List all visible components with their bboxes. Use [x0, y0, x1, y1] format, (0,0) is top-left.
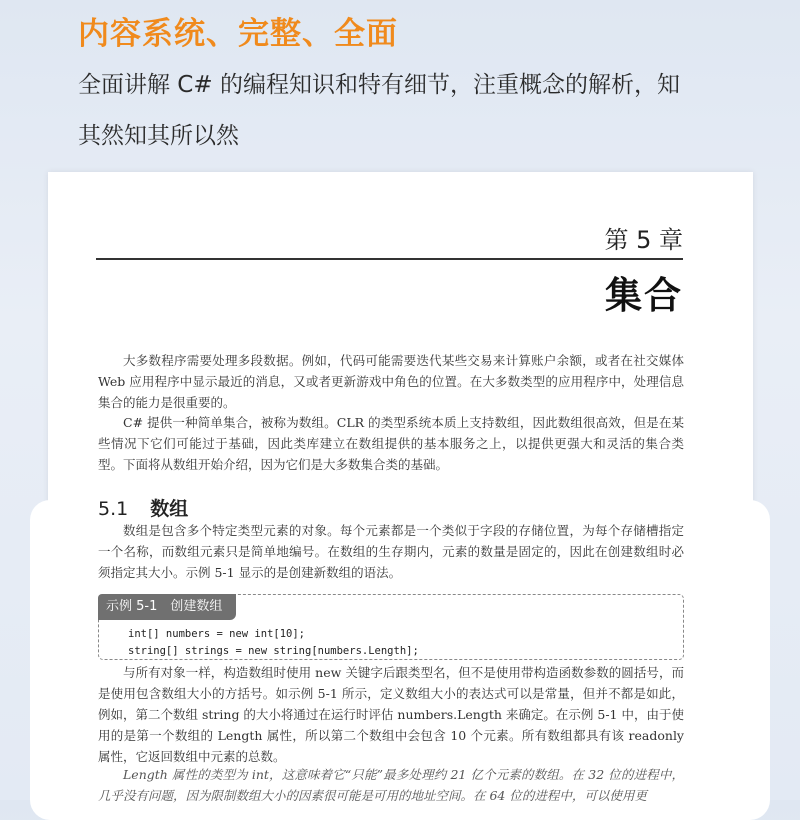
chapter-title: 集合 — [605, 274, 683, 317]
example-label: 示例 5-1 创建数组 — [98, 594, 236, 620]
chapter-divider — [96, 258, 683, 260]
chapter-label: 第 5 章 — [604, 226, 683, 254]
code-line-1: int[] numbers = new int[10]; — [128, 628, 306, 640]
section-heading — [98, 494, 188, 521]
banner-subtitle-line-2: 其然知其所以然 — [78, 123, 239, 149]
after-example-paragraph: 与所有对象一样，构造数组时使用 new 关键字后跟类型名，但不是使用带构造函数参数的圆括号，而是使用包含数组大小的方括号。如示例 5-1 所示，定义数组大小的表达式可以是常量，但并不都是如此，例如，第二个数组 string 的大小将通过在运行时评估 numbers.Length 来确定。在示例 5-1 中，由于使用的是第一个数组的 Length 属性，所以第二个数组中会包含 10 个元素。所有数组都具有该 readonly 属性，它返回数组中元素的总数。 — [98, 665, 684, 764]
section-number: 5.1 — [98, 498, 129, 520]
intro-paragraph-1: 大多数程序需要处理多段数据。例如，代码可能需要迭代某些交易来计算账户余额，或者在社交媒体 Web 应用程序中显示最近的消息，又或者更新游戏中角色的位置。在大多数类型的应用程序中，处理信息集合的能力是很重要的。 — [98, 353, 684, 410]
code-line-2: string[] strings = new string[numbers.Length]; — [128, 645, 419, 657]
banner-headline: 内容系统、完整、全面 — [78, 16, 398, 52]
section-title: 数组 — [150, 498, 189, 520]
intro-paragraph-2: C# 提供一种简单集合，被称为数组。CLR 的类型系统本质上支持数组，因此数组很高效，但是在某些情况下它们可能过于基础，因此类库建立在数组提供的基本服务之上，以提供更强大和灵活的集合类型。下面将从数组开始介绍，因为它们是大多数集合类的基础。 — [98, 415, 684, 472]
note-paragraph: Length 属性的类型为 int，这意味着它“只能”最多处理约 21 亿个元素的数组。在 32 位的进程中，几乎没有问题，因为限制数组大小的因素很可能是可用的地址空间。在 64 位的进程中，可以使用更 — [98, 767, 684, 803]
section-paragraph: 数组是包含多个特定类型元素的对象。每个元素都是一个类似于字段的存储位置，为每个存储槽指定一个名称，而数组元素只是简单地编号。在数组的生存期内，元素的数量是固定的，因此在创建数组时必须指定其大小。示例 5-1 显示的是创建新数组的语法。 — [98, 523, 684, 580]
banner-subtitle-line-1: 全面讲解 C# 的编程知识和特有细节，注重概念的解析，知 — [78, 72, 680, 98]
